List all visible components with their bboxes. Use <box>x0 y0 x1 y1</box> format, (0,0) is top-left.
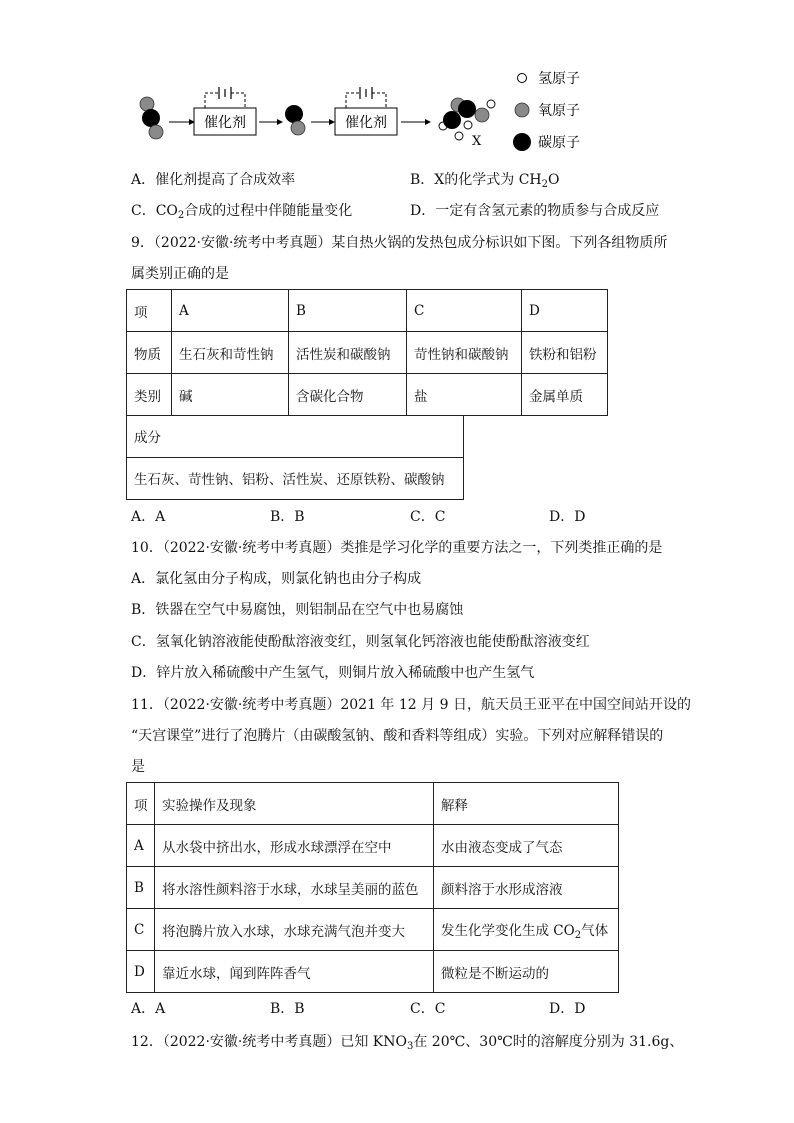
q11-stem-line2: “天宫课堂”进行了泡腾片（由碳酸氢钠、酸和香料等组成）实验。下列对应解释错误的 <box>131 728 664 744</box>
table-row: C 将泡腾片放入水球，水球充满气泡并变大 发生化学变化生成 $CO_2$气体 <box>127 909 619 951</box>
q11-answer-d: D．D <box>549 1001 586 1017</box>
legend-carbon-label: 碳原子 <box>538 135 580 151</box>
legend-hydrogen-icon <box>518 74 527 83</box>
legend-oxygen-label: 氧原子 <box>538 103 580 119</box>
oxygen-atom <box>291 121 305 135</box>
q9-answer-a: A．A <box>131 509 166 525</box>
q10-option-d: D．锌片放入稀硫酸中产生氢气，则铜片放入稀硫酸中也产生氢气 <box>131 665 535 681</box>
oxygen-atom <box>149 125 163 139</box>
carbon-atom <box>285 105 303 123</box>
q11-answer-b: B．B <box>270 1001 305 1017</box>
q9-answer-d: D．D <box>549 509 586 525</box>
catalyst-label-2: 催化剂 <box>345 115 387 131</box>
product-x-label: X <box>472 134 482 149</box>
table-row: 项 A B C D <box>127 290 608 332</box>
table-row: 项 实验操作及现象 解释 <box>127 783 619 825</box>
legend-oxygen-icon <box>515 103 529 117</box>
q9-answer-b: B．B <box>270 509 305 525</box>
table-row: 物质 生石灰和苛性钠 活性炭和碳酸钠 苛性钠和碳酸钠 铁粉和铝粉 <box>127 332 608 374</box>
table-row: D 靠近水球，闻到阵阵香气 微粒是不断运动的 <box>127 951 619 993</box>
q11-stem-line3: 是 <box>131 759 145 775</box>
q9-stem-line2: 属类别正确的是 <box>131 266 229 282</box>
legend-hydrogen-label: 氢原子 <box>538 71 580 87</box>
q11-answer-c: C．C <box>410 1001 446 1017</box>
carbon-atom <box>142 109 160 127</box>
hydrogen-atom <box>464 121 472 129</box>
catalyst-label-1: 催化剂 <box>204 115 246 131</box>
table-row: 生石灰、苛性钠、铝粉、活性炭、还原铁粉、碳酸钠 <box>127 457 464 499</box>
q10-option-a: A．氯化氢由分子构成，则氯化钠也由分子构成 <box>131 571 422 587</box>
table-row: 成分 <box>127 415 464 457</box>
q11-stem-line1: 11．（2022·安徽·统考中考真题）2021 年 12 月 9 日，航天员王亚平在中国空间站开设的 <box>131 697 691 713</box>
q12-stem: 12．（2022·安徽·统考中考真题）已知 $KNO_3$在 20℃、30℃时的溶解度分别为 31.6g、 <box>131 1034 684 1052</box>
q9-ingredient-table <box>126 415 464 500</box>
oxygen-atom <box>475 108 489 122</box>
hydrogen-atom <box>455 132 463 140</box>
q10-option-b: B．铁器在空气中易腐蚀，则铝制品在空气中也易腐蚀 <box>131 602 464 618</box>
q11-answer-a: A．A <box>131 1001 166 1017</box>
q9-category-table <box>126 289 608 416</box>
q10-stem: 10．（2022·安徽·统考中考真题）类推是学习化学的重要方法之一，下列类推正确的是 <box>131 540 663 556</box>
q8-option-a: A．催化剂提高了合成效率 <box>131 172 296 188</box>
q9-answer-c: C．C <box>410 509 446 525</box>
table-row: B 将水溶性颜料溶于水球，水球呈美丽的蓝色 颜料溶于水形成溶液 <box>127 867 619 909</box>
legend-carbon-icon <box>513 133 531 151</box>
q8-option-c: C．$CO_2$合成的过程中伴随能量变化 <box>131 203 353 221</box>
carbon-atom <box>458 100 476 118</box>
table-row: A 从水袋中挤出水，形成水球漂浮在空中 水由液态变成了气态 <box>127 825 619 867</box>
q10-option-c: C．氢氧化钠溶液能使酚酞溶液变红，则氢氧化钙溶液也能使酚酞溶液变红 <box>131 634 590 650</box>
q8-option-d: D．一定有含氢元素的物质参与合成反应 <box>410 203 660 219</box>
q8-option-b: B．X的化学式为 $CH_2O$ <box>410 172 560 190</box>
oxygen-atom <box>140 97 154 111</box>
hydrogen-atom <box>487 100 495 108</box>
carbon-atom <box>443 111 461 129</box>
q9-stem-line1: 9．（2022·安徽·统考中考真题）某自热火锅的发热包成分标识如下图。下列各组物质所 <box>131 235 668 251</box>
table-row: 类别 碱 含碳化合物 盐 金属单质 <box>127 374 608 416</box>
reaction-diagram <box>131 70 611 160</box>
q11-explanation-table <box>126 782 619 993</box>
